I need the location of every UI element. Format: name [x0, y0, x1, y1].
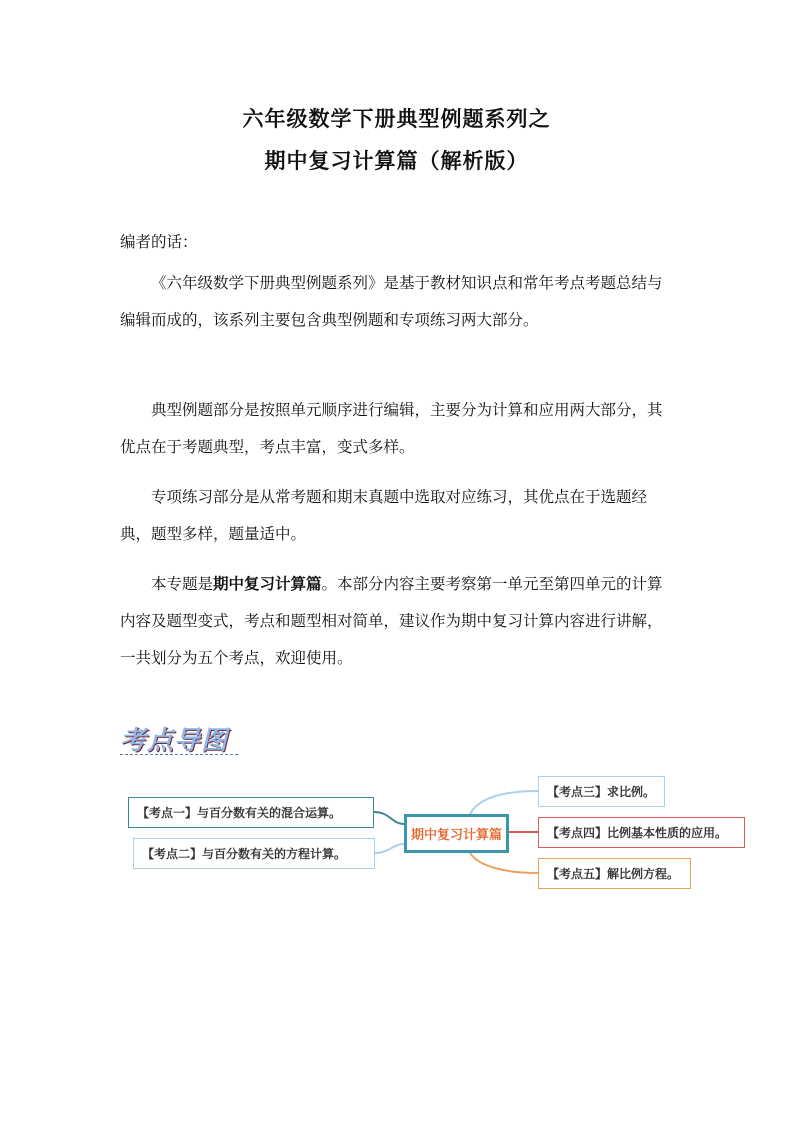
mind-map-node-4: 【考点四】比例基本性质的应用。: [538, 817, 745, 848]
mind-map-heading-underline: [120, 754, 238, 755]
topic-name-bold: 期中复习计算篇: [213, 575, 322, 593]
mind-map-node-5: 【考点五】解比例方程。: [538, 858, 691, 889]
mind-map-node-3: 【考点三】求比例。: [538, 776, 665, 807]
intro-paragraph-4: [120, 566, 675, 677]
paragraph-prefix: 本专题是: [151, 575, 214, 593]
document-title-line2: 期中复习计算篇（解析版）: [264, 149, 529, 173]
intro-paragraph-3: 专项练习部分是从常考题和期末真题中选取对应练习，其优点在于选题经典，题型多样，题量适中。: [120, 488, 648, 543]
editor-heading: 编者的话：: [120, 233, 198, 251]
intro-paragraph-2: 典型例题部分是按照单元顺序进行编辑，主要分为计算和应用两大部分，其优点在于考题典型，考点丰富，变式多样。: [120, 401, 663, 456]
mind-map-node-2: 【考点二】与百分数有关的方程计算。: [133, 838, 375, 869]
mind-map-center-node: 期中复习计算篇: [404, 814, 509, 853]
paragraph-suffix: 。本部分内容主要考察第一单元至第四单元的计算内容及题型变式，考点和题型相对简单，建议作为期中复习计算内容进行讲解，一共划分为五个考点，欢迎使用。: [120, 575, 663, 667]
document-title-line1: 六年级数学下册典型例题系列之: [242, 107, 551, 131]
mind-map-heading: 考点导图: [120, 726, 229, 756]
intro-paragraph-1: 《六年级数学下册典型例题系列》是基于教材知识点和常年考点考题总结与编辑而成的，该系列主要包含典型例题和专项练习两大部分。: [120, 274, 663, 329]
mind-map-node-1: 【考点一】与百分数有关的混合运算。: [128, 797, 374, 828]
